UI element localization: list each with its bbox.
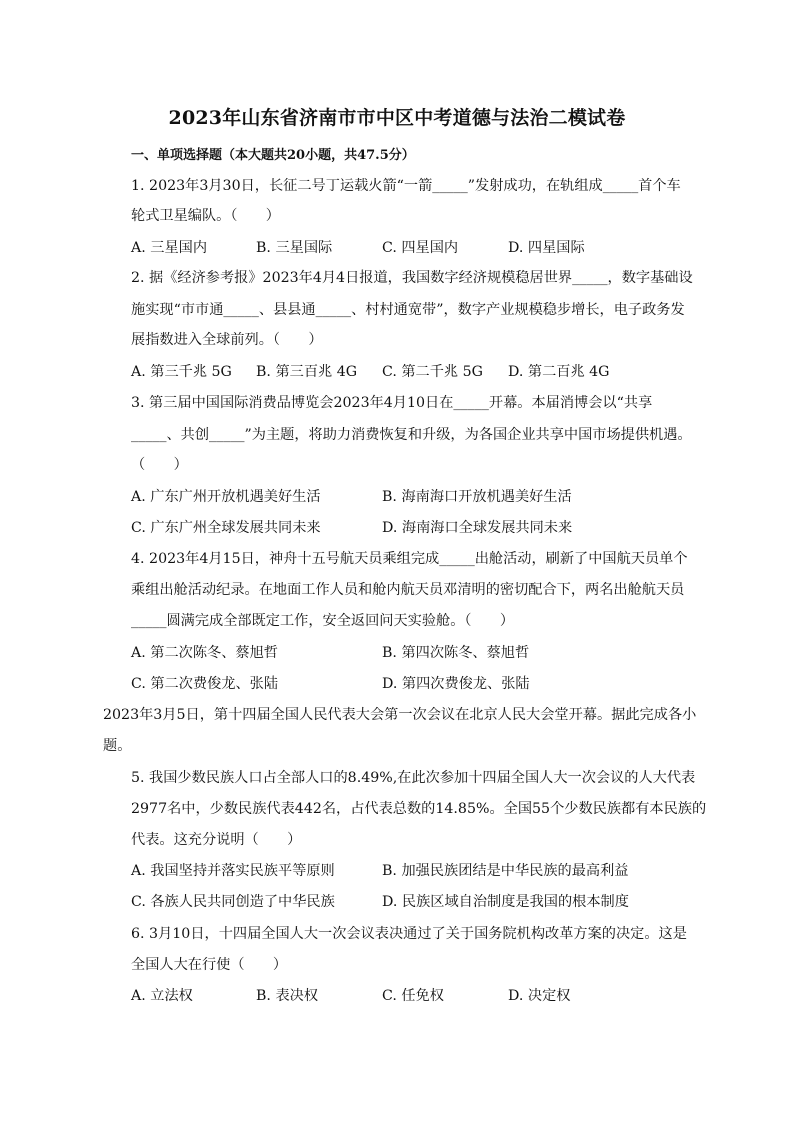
question-2-option-c: C. 第二千兆 5G xyxy=(382,364,483,380)
question-5-option-a: A. 我国坚持并落实民族平等原则 xyxy=(131,863,335,879)
question-5-option-d: D. 民族区域自治制度是我国的根本制度 xyxy=(382,894,629,910)
question-4-option-b: B. 第四次陈冬、蔡旭哲 xyxy=(382,645,530,661)
question-4-line-3: _____圆满完成全部既定工作，安全返回问天实验舱。（ ） xyxy=(131,613,515,629)
question-1-line-1: 1. 2023年3月30日，长征二号丁运载火箭“一箭_____”发射成功，在轨组成_____首个车 xyxy=(131,178,681,194)
question-4-line-1: 4. 2023年4月15日，神舟十五号航天员乘组完成_____出舱活动，刷新了中国航天员单个 xyxy=(131,551,688,567)
question-3-option-c: C. 广东广州全球发展共同未来 xyxy=(131,520,321,536)
question-2-line-2: 施实现“市市通_____、县县通_____、村村通宽带”，数字产业规模稳步增长，电子政务发 xyxy=(131,302,685,318)
question-4-option-d: D. 第四次费俊龙、张陆 xyxy=(382,676,530,692)
question-4-line-2: 乘组出舱活动纪录。在地面工作人员和舱内航天员邓清明的密切配合下，两名出舱航天员 xyxy=(131,582,685,598)
page-title: 2023年山东省济南市市中区中考道德与法治二模试卷 xyxy=(168,107,626,129)
question-3-option-d: D. 海南海口全球发展共同未来 xyxy=(382,520,573,536)
question-2-option-a: A. 第三千兆 5G xyxy=(131,364,232,380)
question-3-option-b: B. 海南海口开放机遇美好生活 xyxy=(382,489,572,505)
question-5-option-b: B. 加强民族团结是中华民族的最高利益 xyxy=(382,863,629,879)
material-line-2: 题。 xyxy=(103,738,132,754)
question-2-line-1: 2. 据《经济参考报》2023年4月4日报道，我国数字经济规模稳居世界_____，数字基础设 xyxy=(131,270,693,286)
question-4-option-c: C. 第二次费俊龙、张陆 xyxy=(131,676,279,692)
question-3-option-a: A. 广东广州开放机遇美好生活 xyxy=(131,489,321,505)
question-2-option-d: D. 第二百兆 4G xyxy=(508,364,610,380)
question-5-line-2: 2977名中，少数民族代表442名，占代表总数的14.85%。全国55个少数民族都有本民族的 xyxy=(131,801,707,817)
section-heading: 一、单项选择题（本大题共20小题，共47.5分） xyxy=(131,148,415,163)
question-1-option-a: A. 三星国内 xyxy=(131,240,208,256)
question-2-option-b: B. 第三百兆 4G xyxy=(256,364,358,380)
question-6-option-c: C. 任免权 xyxy=(382,988,444,1004)
question-6-line-2: 全国人大在行使（ ） xyxy=(131,957,288,973)
question-1-option-b: B. 三星国际 xyxy=(256,240,333,256)
question-4-option-a: A. 第二次陈冬、蔡旭哲 xyxy=(131,645,278,661)
question-6-option-b: B. 表决权 xyxy=(256,988,319,1004)
question-2-line-3: 展指数进入全球前列。（ ） xyxy=(131,332,323,348)
question-1-option-c: C. 四星国内 xyxy=(382,240,459,256)
question-6-option-d: D. 决定权 xyxy=(508,988,571,1004)
question-5-line-1: 5. 我国少数民族人口占全部人口的8.49%,在此次参加十四届全国人大一次会议的人大代表 xyxy=(131,770,696,786)
question-3-line-1: 3. 第三届中国国际消费品博览会2023年4月10日在_____开幕。本届消博会以“共享 xyxy=(131,395,653,411)
question-1-option-d: D. 四星国际 xyxy=(508,240,585,256)
question-6-line-1: 6. 3月10日，十四届全国人大一次会议表决通过了关于国务院机构改革方案的决定。这是 xyxy=(131,926,687,942)
question-5-line-3: 代表。这充分说明（ ） xyxy=(131,832,302,848)
question-3-line-2: _____、共创_____”为主题，将助力消费恢复和升级，为各国企业共享中国市场提供机遇。 xyxy=(131,427,692,443)
question-6-option-a: A. 立法权 xyxy=(131,988,193,1004)
material-line-1: 2023年3月5日，第十四届全国人民代表大会第一次会议在北京人民大会堂开幕。据此完成各小 xyxy=(103,707,697,723)
question-1-line-2: 轮式卫星编队。（ ） xyxy=(131,208,280,224)
question-5-option-c: C. 各族人民共同创造了中华民族 xyxy=(131,894,335,910)
question-3-line-3: （ ） xyxy=(131,457,188,473)
